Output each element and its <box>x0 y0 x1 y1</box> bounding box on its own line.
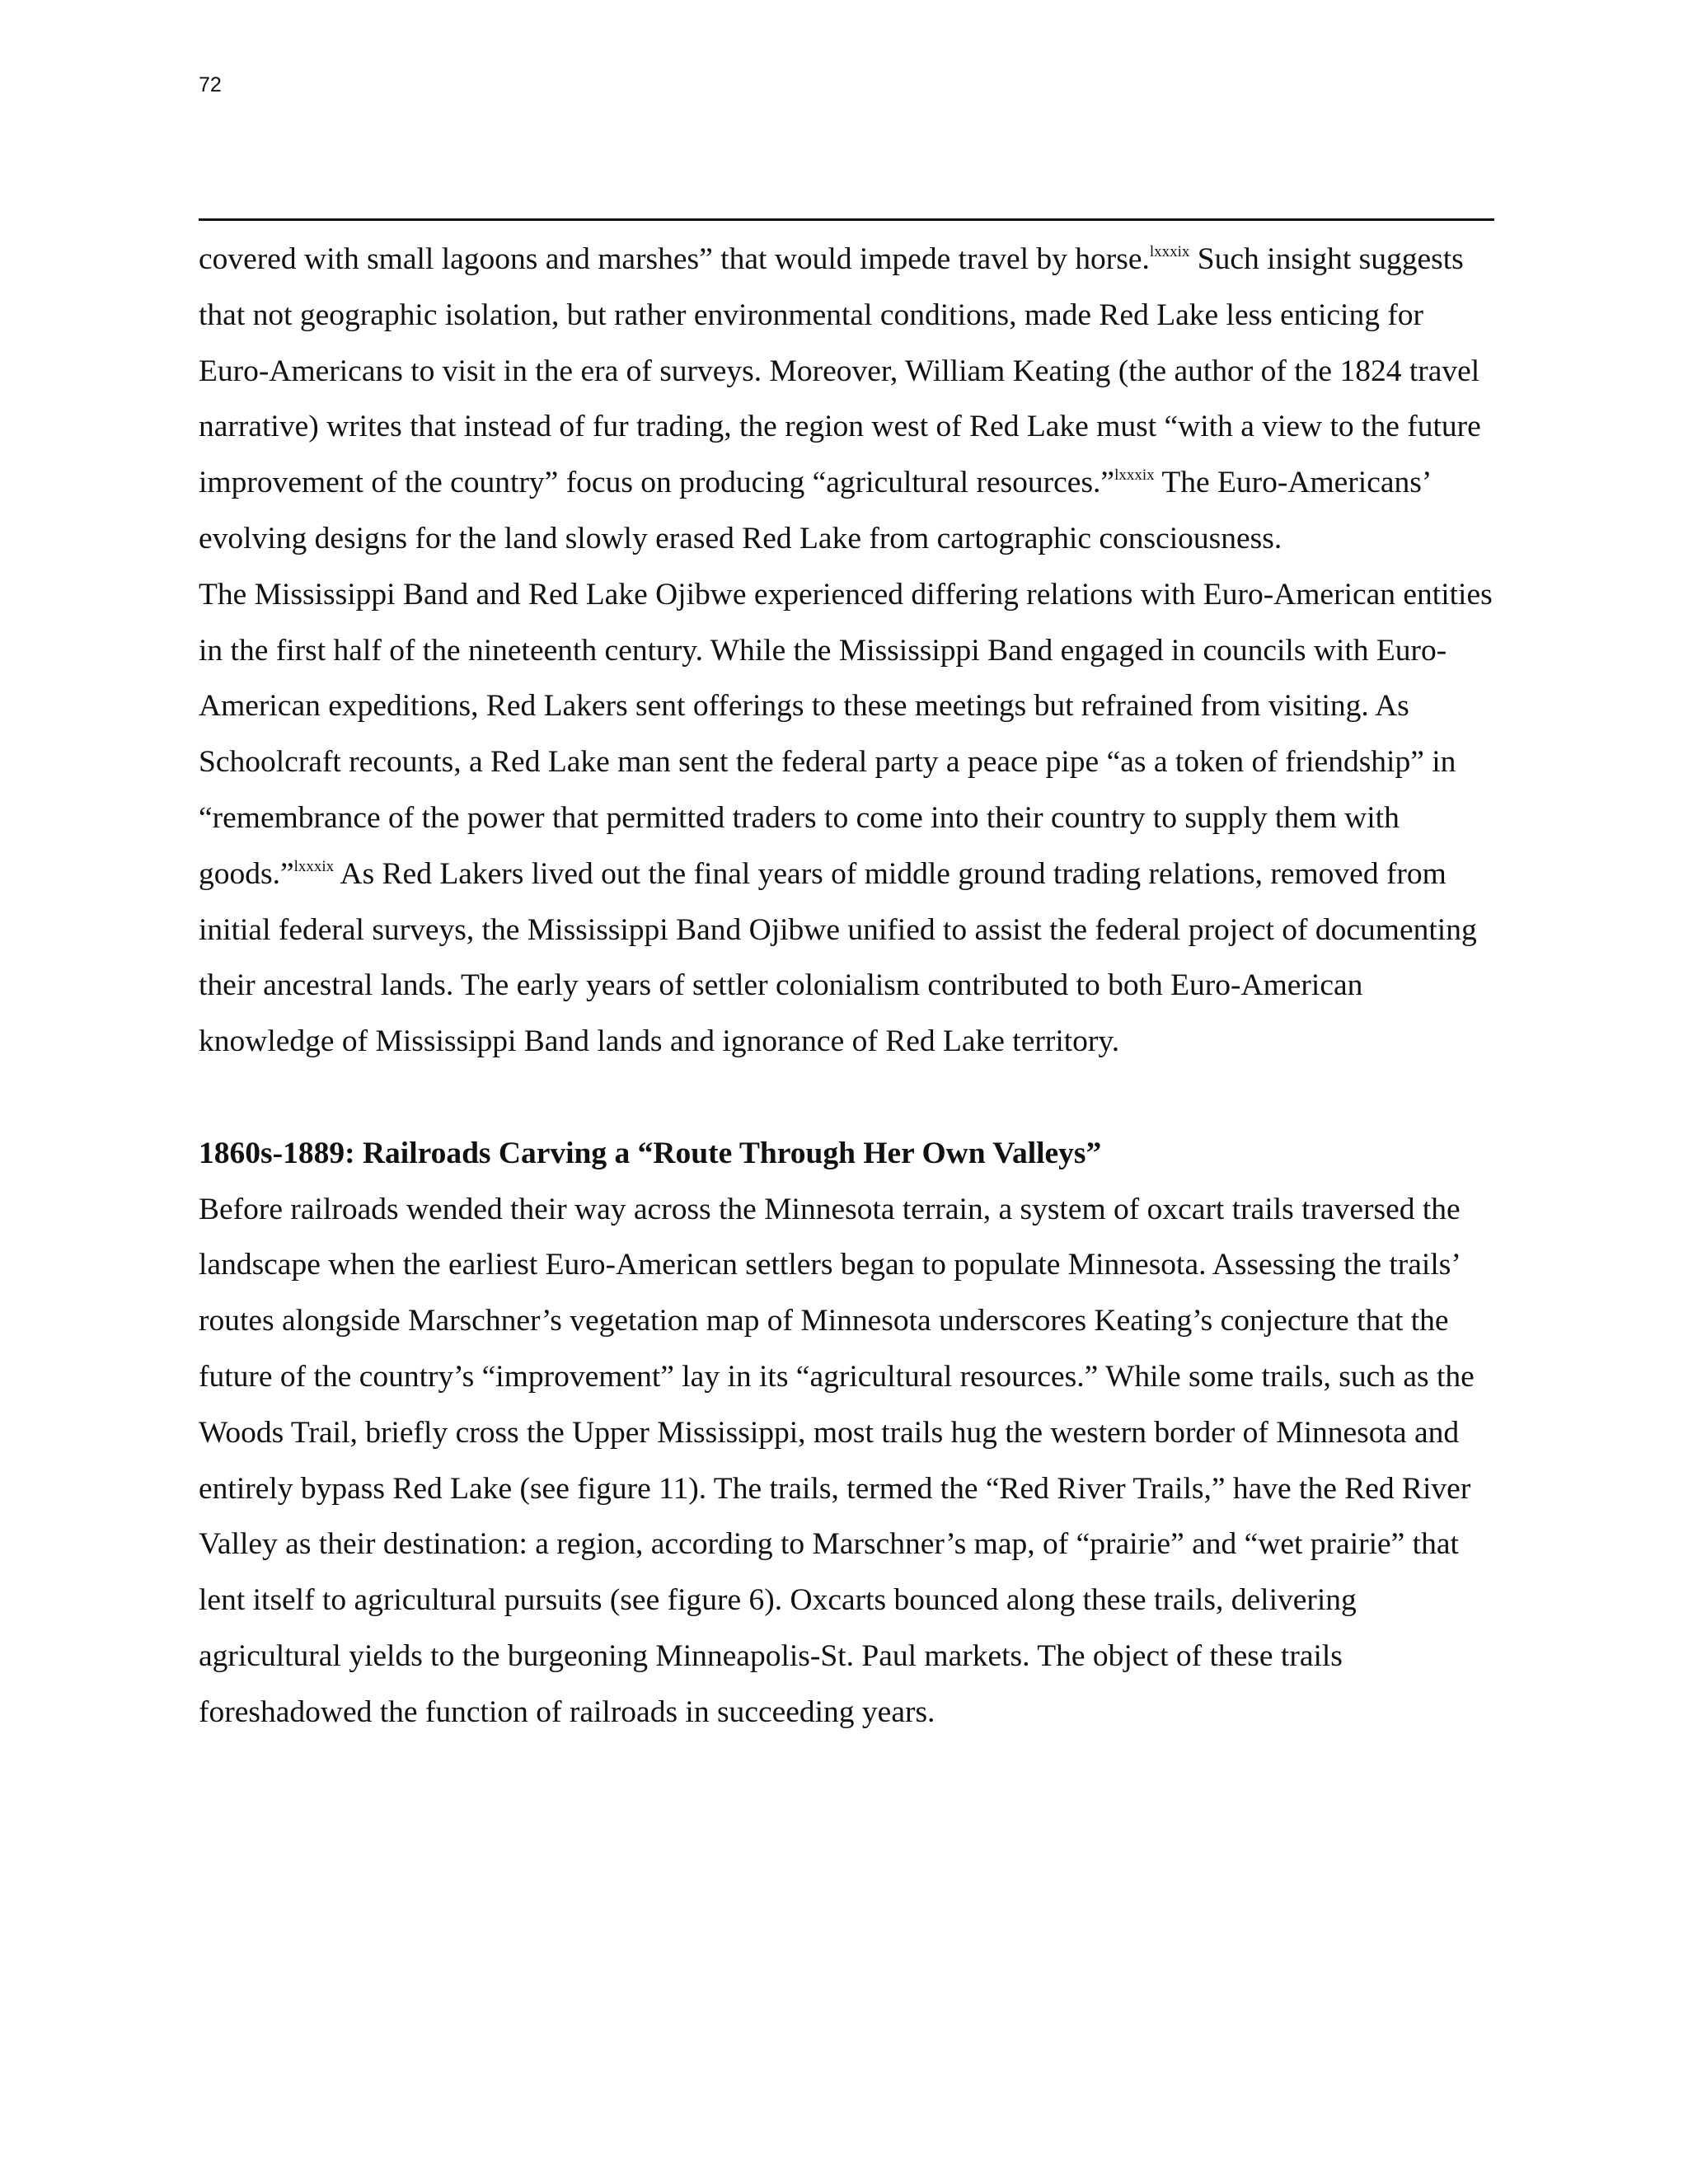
paragraph-3: Before railroads wended their way across the Minnesota terrain, a system of oxcart trails traversed the landscape when the earliest Euro-American settlers began to populate Minnesota. Assessing the trails’ routes alongside Marschner’s vegetation map of Minnesota underscores Keating’s conjecture that the future of the country’s “improvement” lay in its “agricultural resources.” While some trails, such as the Woods Trail, briefly cross the Upper Mississippi, most trails hug the western border of Minnesota and entirely bypass Red Lake (see figure 11). The trails, termed the “Red River Trails,” have the Red River Valley as their destination: a region, according to Marschner’s map, of “prairie” and “wet prairie” that lent itself to agricultural pursuits (see figure 6). Oxcarts bounced along these trails, delivering agricultural yields to the burgeoning Minneapolis-St. Paul markets. The object of these trails foreshadowed the function of railroads in succeeding years. <box>199 1192 1475 1729</box>
page-number: 72 <box>199 73 222 96</box>
endnote-marker: lxxxix <box>1114 466 1155 485</box>
paragraph-1 <box>199 232 1497 567</box>
endnote-marker: lxxxix <box>1149 243 1190 260</box>
footnote-divider <box>199 218 1494 221</box>
paragraph-2-text-a: The Mississippi Band and Red Lake Ojibwe experienced differing relations with Euro-American entities in the first half of the nineteenth century. While the Mississippi Band engaged in councils with Euro-American expeditions, Red Lakers sent offerings to these meetings but refrained from visiting. As Schoolcraft recounts, a Red Lake man sent the federal party a peace pipe “as a token of friendship” in “remembrance of the power that permitted traders to come into their country to supply them with goods.” <box>199 577 1493 891</box>
paragraph-1-text-a: covered with small lagoons and marshes” that would impede travel by horse. <box>199 242 1150 276</box>
endnote-marker: lxxxix <box>293 857 335 875</box>
paragraph-2-text-b: As Red Lakers lived out the final years of middle ground trading relations, removed from initial federal surveys, the Mississippi Band Ojibwe unified to assist the federal project of documenting their ancestral lands. The early years of settler colonialism contributed to both Euro-American knowledge of Mississippi Band lands and ignorance of Red Lake territory. <box>199 856 1477 1059</box>
paragraph-2 <box>199 567 1497 1070</box>
body-text <box>199 232 1497 1741</box>
section-heading: 1860s-1889: Railroads Carving a “Route Through Her Own Valleys” <box>199 1136 1102 1170</box>
paragraph-1-text-c: The Euro-Americans’ evolving designs for the land slowly erased Red Lake from cartographic consciousness. <box>199 466 1430 555</box>
paragraph-1-text-b: Such insight suggests that not geographic isolation, but rather environmental conditions, made Red Lake less enticing for Euro-Americans to visit in the era of surveys. Moreover, William Keating (the author of the 1824 travel narrative) writes that instead of fur trading, the region west of Red Lake must “with a view to the future improvement of the country” focus on producing “agricultural resources.” <box>199 242 1481 500</box>
